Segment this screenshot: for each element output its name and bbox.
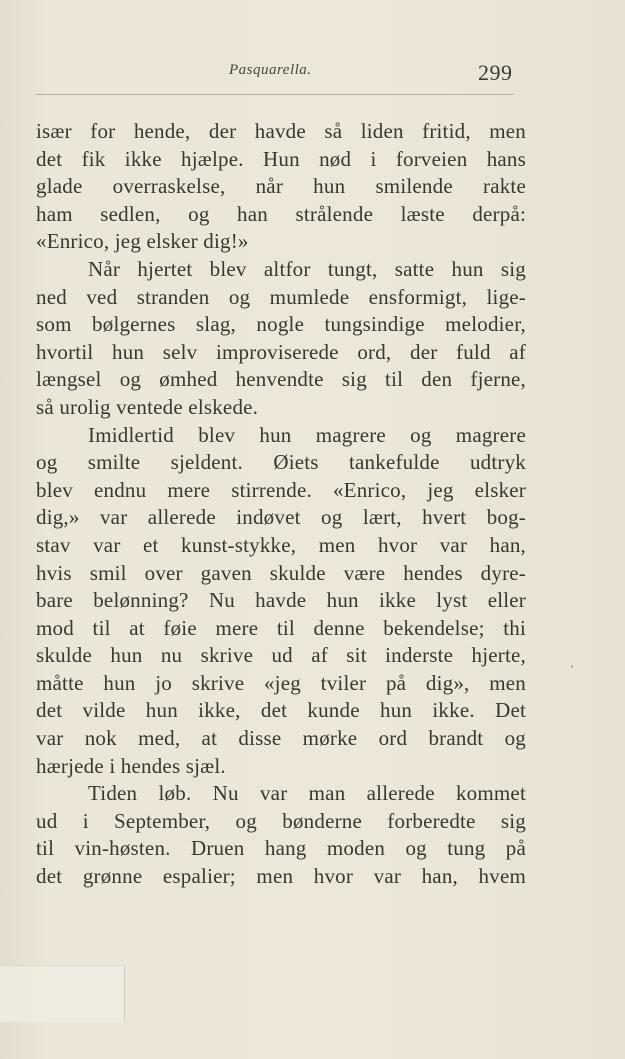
text-line: det fik ikke hjælpe. Hun nød i forveien hans bbox=[36, 146, 526, 171]
text-line: bare belønning? Nu havde hun ikke lyst eller bbox=[36, 588, 526, 613]
header-rule bbox=[36, 94, 514, 95]
text-line: Når hjertet blev altfor tungt, satte hun sig bbox=[88, 256, 526, 281]
text-line: glade overraskelse, når hun smilende rakte bbox=[36, 174, 526, 199]
text-line: var nok med, at disse mørke ord brandt og bbox=[36, 726, 526, 751]
text-line: det grønne espalier; men hvor var han, hvem bbox=[36, 864, 526, 889]
text-line: så urolig ventede elskede. bbox=[36, 394, 259, 419]
running-head-title: Pasquarella. bbox=[229, 62, 312, 78]
text-line: hvis smil over gaven skulde være hendes dyre- bbox=[36, 560, 526, 585]
text-line: især for hende, der havde så liden fritid, men bbox=[36, 119, 526, 143]
running-head bbox=[0, 60, 625, 90]
text-line: ham sedlen, og han strålende læste derpå: bbox=[36, 201, 526, 226]
text-line: hærjede i hendes sjæl. bbox=[36, 753, 226, 778]
text-line: Imidlertid blev hun magrere og magrere bbox=[88, 422, 526, 447]
text-line: hvortil hun selv improviserede ord, der fuld af bbox=[36, 339, 526, 364]
text-line: til vin-høsten. Druen hang moden og tung på bbox=[36, 836, 526, 861]
text-line: og smilte sjeldent. Øiets tankefulde udtryk bbox=[36, 450, 526, 475]
text-line: dig,» var allerede indøvet og lært, hvert bog- bbox=[36, 505, 526, 530]
body-text bbox=[36, 118, 526, 891]
text-line: længsel og ømhed henvendte sig til den fjerne, bbox=[36, 367, 526, 392]
text-line: blev endnu mere stirrende. «Enrico, jeg elsker bbox=[36, 477, 526, 502]
page-number: 299 bbox=[478, 60, 513, 85]
text-line: mod til at føie mere til denne bekendelse; thi bbox=[36, 615, 526, 640]
text-line: stav var et kunst-stykke, men hvor var han, bbox=[36, 532, 526, 557]
text-line: «Enrico, jeg elsker dig!» bbox=[36, 229, 249, 254]
text-line: det vilde hun ikke, det kunde hun ikke. Det bbox=[36, 698, 526, 723]
text-line: skulde hun nu skrive ud af sit inderste hjerte, bbox=[36, 643, 526, 668]
text-line: ud i September, og bønderne forberedte sig bbox=[36, 808, 526, 833]
text-line: Tiden løb. Nu var man allerede kommet bbox=[88, 781, 526, 806]
library-slip-mark bbox=[0, 965, 125, 1022]
text-line: som bølgernes slag, nogle tungsindige melodier, bbox=[36, 312, 526, 337]
text-line: måtte hun jo skrive «jeg tviler på dig», men bbox=[36, 670, 526, 695]
paper-speck bbox=[571, 665, 573, 668]
text-line: ned ved stranden og mumlede ensformigt, lige- bbox=[36, 284, 526, 309]
